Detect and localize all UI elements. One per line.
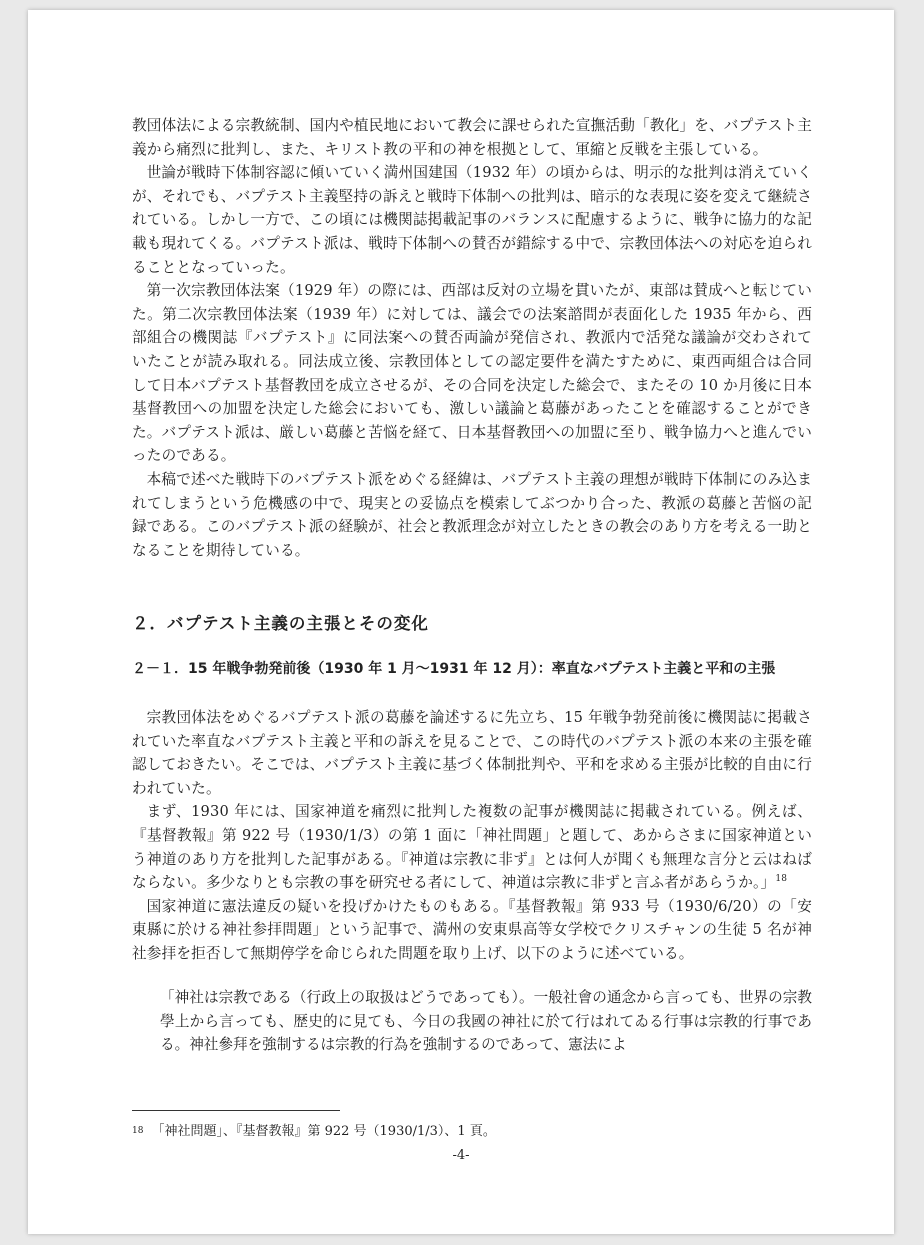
body-paragraph-1: 宗教団体法をめぐるバプテスト派の葛藤を論述するに先立ち、15 年戦争勃発前後に機関誌に掲載されていた率直なバプテスト主義と平和の訴えを見ることで、この時代のバプテスト派の本来の主張を確認しておきたい。そこでは、バプテスト主義に基づく体制批判や、平和を求める主張が比較的自由に行われていた。 [132, 709, 812, 797]
intro-paragraph-1: 教団体法による宗教統制、国内や植民地において教会に課せられた宣撫活動「教化」を、バプテスト主義から痛烈に批判し、また、キリスト教の平和の神を根拠として、軍縮と反戦を主張している。 [132, 117, 812, 158]
section-heading: ２．バプテスト主義の主張とその変化 [132, 614, 429, 633]
document-page [28, 10, 894, 1234]
intro-paragraph-3: 第一次宗教団体法案（1929 年）の際には、西部は反対の立場を貫いたが、東部は賛成へと転じていた。第二次宗教団体法案（1939 年）に対しては、議会での法案諮問が表面化した 1935 年から、西部組合の機関誌『バプテスト』に同法案への賛否両論が発信され、教派内で活発な議論が交わされていたことが読み取れる。同法成立後、宗教団体としての認定要件を満たすために、東西両組合は合同して日本バプテスト基督教団を成立させるが、その合同を決定した総会で、またその 10 か月後に日本基督教団への加盟を決定した総会においても、激しい議論と葛藤があったことを確認することができた。バプテスト派は、厳しい葛藤と苦悩を経て、日本基督教団への加盟に至り、戦争協力へと進んでいったのである。 [132, 282, 812, 465]
body-paragraph-3: 国家神道に憲法違反の疑いを投げかけたものもある。『基督教報』第 933 号（1930/6/20）の「安東縣に於ける神社参拝問題」という記事で、満州の安東県高等女学校でクリスチャンの生徒 5 名が神社参拝を拒否して無期停学を命じられた問題を取り上げ、以下のように述べている。 [132, 897, 812, 962]
intro-section [132, 114, 812, 562]
intro-paragraph-4: 本稿で述べた戦時下のバプテスト派をめぐる経緯は、バプテスト主義の理想が戦時下体制にのみ込まれてしまうという危機感の中で、現実との妥協点を模索してぶつかり合った、教派の葛藤と苦悩の記録である。このバプテスト派の経験が、社会と教派理念が対立したときの教会のあり方を考える一助となることを期待している。 [132, 470, 812, 559]
block-quote: 「神社は宗教である（行政上の取扱はどうであっても）。一般社會の通念から言っても、世界の宗教學上から言っても、歴史的に見ても、今日の我國の神社に於て行はれてゐる行事は宗教的行事である。神社參拜を強制するは宗教的行為を強制するのであって、憲法によ [160, 989, 812, 1054]
body-paragraph-2 [132, 800, 812, 894]
footnote-divider [132, 1110, 340, 1111]
page-number: -4- [452, 1148, 470, 1163]
footnote-reference[interactable]: 18 [775, 874, 788, 885]
footnote [132, 1122, 496, 1141]
subsection-heading: ２－１．15 年戦争勃発前後（1930 年 1 月～1931 年 12 月）：率直なバプテスト主義と平和の主張 [132, 661, 776, 677]
footnote-text: 「神社問題」、『基督教報』第 922 号（1930/1/3）、1 頁。 [151, 1124, 496, 1139]
body-paragraph-2-text: まず、1930 年には、国家神道を痛烈に批判した複数の記事が機関誌に掲載されている。例えば、『基督教報』第 922 号（1930/1/3）の第 1 面に「神社問題」と題して、あからさまに国家神道という神道のあり方を批判した記事がある。『神道は宗教に非ず』とは何人が聞くも無理な言分と云はねばならない。多少なりとも宗教の事を研究せる者にして、神道は宗教に非ずと言ふ者があらうか。」 [132, 803, 812, 892]
footnote-number: 18 [132, 1126, 144, 1136]
body-section [132, 706, 812, 966]
intro-paragraph-2: 世論が戦時下体制容認に傾いていく満州国建国（1932 年）の頃からは、明示的な批判は消えていくが、それでも、バプテスト主義堅持の訴えと戦時下体制への批判は、暗示的な表現に姿を変えて継続されている。しかし一方で、この頃には機関誌掲載記事のバランスに配慮するように、戦争に協力的な記載も現れてくる。バプテスト派は、戦時下体制への賛否が錯綜する中で、宗教団体法への対応を迫られることとなっていった。 [132, 164, 812, 276]
